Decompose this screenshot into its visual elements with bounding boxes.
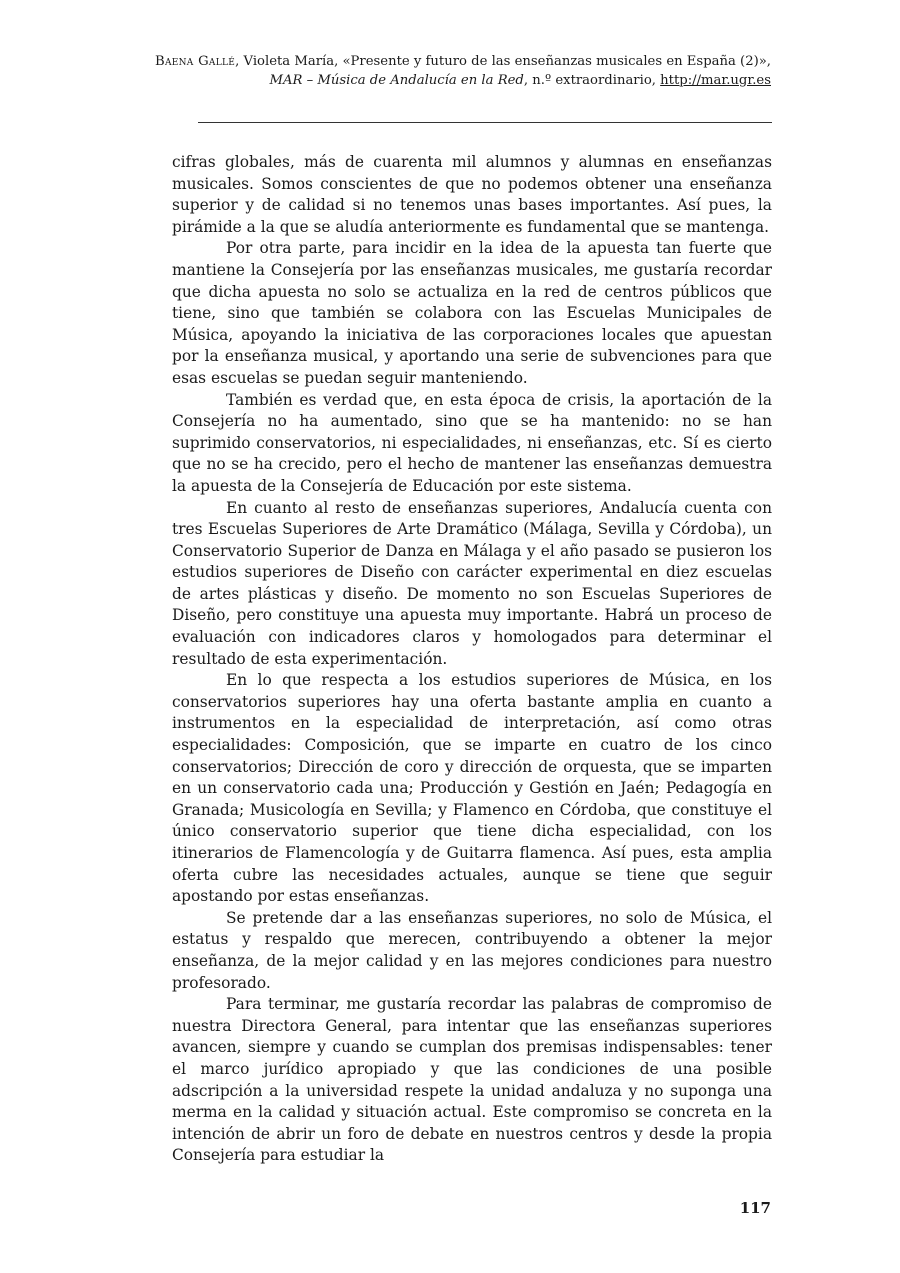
paragraph: cifras globales, más de cuarenta mil alumnos y alumnas en enseñanzas musicales. Somos conscientes de que no podemos obtener una enseñanza superior y de calidad si no tenemos unas bases importantes. Así pues, la pirámide a la que se aludía anteriormente es fundamental que se mantenga. (172, 153, 772, 236)
author-and-title: , Violeta María, «Presente y futuro de las enseñanzas musicales en España (2)», (235, 54, 771, 69)
issue-label: , n.º extraordinario, (523, 73, 661, 88)
page-number: 117 (739, 1199, 771, 1217)
paragraph: Por otra parte, para incidir en la idea de la apuesta tan fuerte que mantiene la Consejería por las enseñanzas musicales, me gustaría recordar que dicha apuesta no solo se actualiza en la red de centros públicos que tiene, sino que también se colabora con las Escuelas Municipales de Música, apoyando la iniciativa de las corporaciones locales que apuestan por la enseñanza musical, y aportando una serie de subvenciones para que esas escuelas se puedan seguir manteniendo. (172, 239, 772, 387)
paragraph: En cuanto al resto de enseñanzas superiores, Andalucía cuenta con tres Escuelas Superiores de Arte Dramático (Málaga, Sevilla y Córdoba), un Conservatorio Superior de Danza en Málaga y el año pasado se pusieron los estudios superiores de Diseño con carácter experimental en diez escuelas de artes plásticas y diseño. De momento no son Escuelas Superiores de Diseño, pero constituye una apuesta muy importante. Habrá un proceso de evaluación con indicadores claros y homologados para determinar el resultado de esta experimentación. (172, 498, 772, 668)
running-header (131, 52, 771, 90)
paragraph: Para terminar, me gustaría recordar las palabras de compromiso de nuestra Directora General, para intentar que las enseñanzas superiores avancen, siempre y cuando se cumplan dos premisas indispensables: tener el marco jurídico apropiado y que las condiciones de una posible adscripción a la universidad respete la unidad andaluza y no suponga una merma en la calidad y situación actual. Este compromiso se concreta en la intención de abrir un foro de debate en nuestros centros y desde la propia Consejería para estudiar la (172, 995, 772, 1165)
journal-name: MAR – Música de Andalucía en la Red (269, 73, 524, 88)
journal-url-link[interactable]: http://mar.ugr.es (660, 73, 771, 88)
paragraph: Se pretende dar a las enseñanzas superiores, no solo de Música, el estatus y respaldo que merecen, contribuyendo a obtener la mejor enseñanza, de la mejor calidad y en las mejores condiciones para nuestro profesorado. (172, 908, 772, 992)
article-body (172, 152, 772, 1167)
author-surname: Baena Gallé (154, 54, 236, 69)
citation-line-journal (131, 71, 771, 90)
paragraph: En lo que respecta a los estudios superiores de Música, en los conservatorios superiores hay una oferta bastante amplia en cuanto a instrumentos en la especialidad de interpretación, así como otras especialidades: Composición, que se imparte en cuatro de los cinco conservatorios; Dirección de coro y dirección de orquesta, que se imparten en un conservatorio cada una; Producción y Gestión en Jaén; Pedagogía en Granada; Musicología en Sevilla; y Flamenco en Córdoba, que constituye el único conservatorio superior que tiene dicha especialidad, con los itinerarios de Flamencología y de Guitarra flamenca. Así pues, esta amplia oferta cubre las necesidades actuales, aunque se tiene que seguir apostando por estas enseñanzas. (172, 671, 772, 906)
header-divider (198, 122, 772, 123)
citation-line-author (131, 52, 771, 71)
paragraph: También es verdad que, en esta época de crisis, la aportación de la Consejería no ha aumentado, sino que se ha mantenido: no se han suprimido conservatorios, ni especialidades, ni enseñanzas, etc. Sí es cierto que no se ha crecido, pero el hecho de mantener las enseñanzas demuestra la apuesta de la Consejería de Educación por este sistema. (172, 390, 772, 495)
